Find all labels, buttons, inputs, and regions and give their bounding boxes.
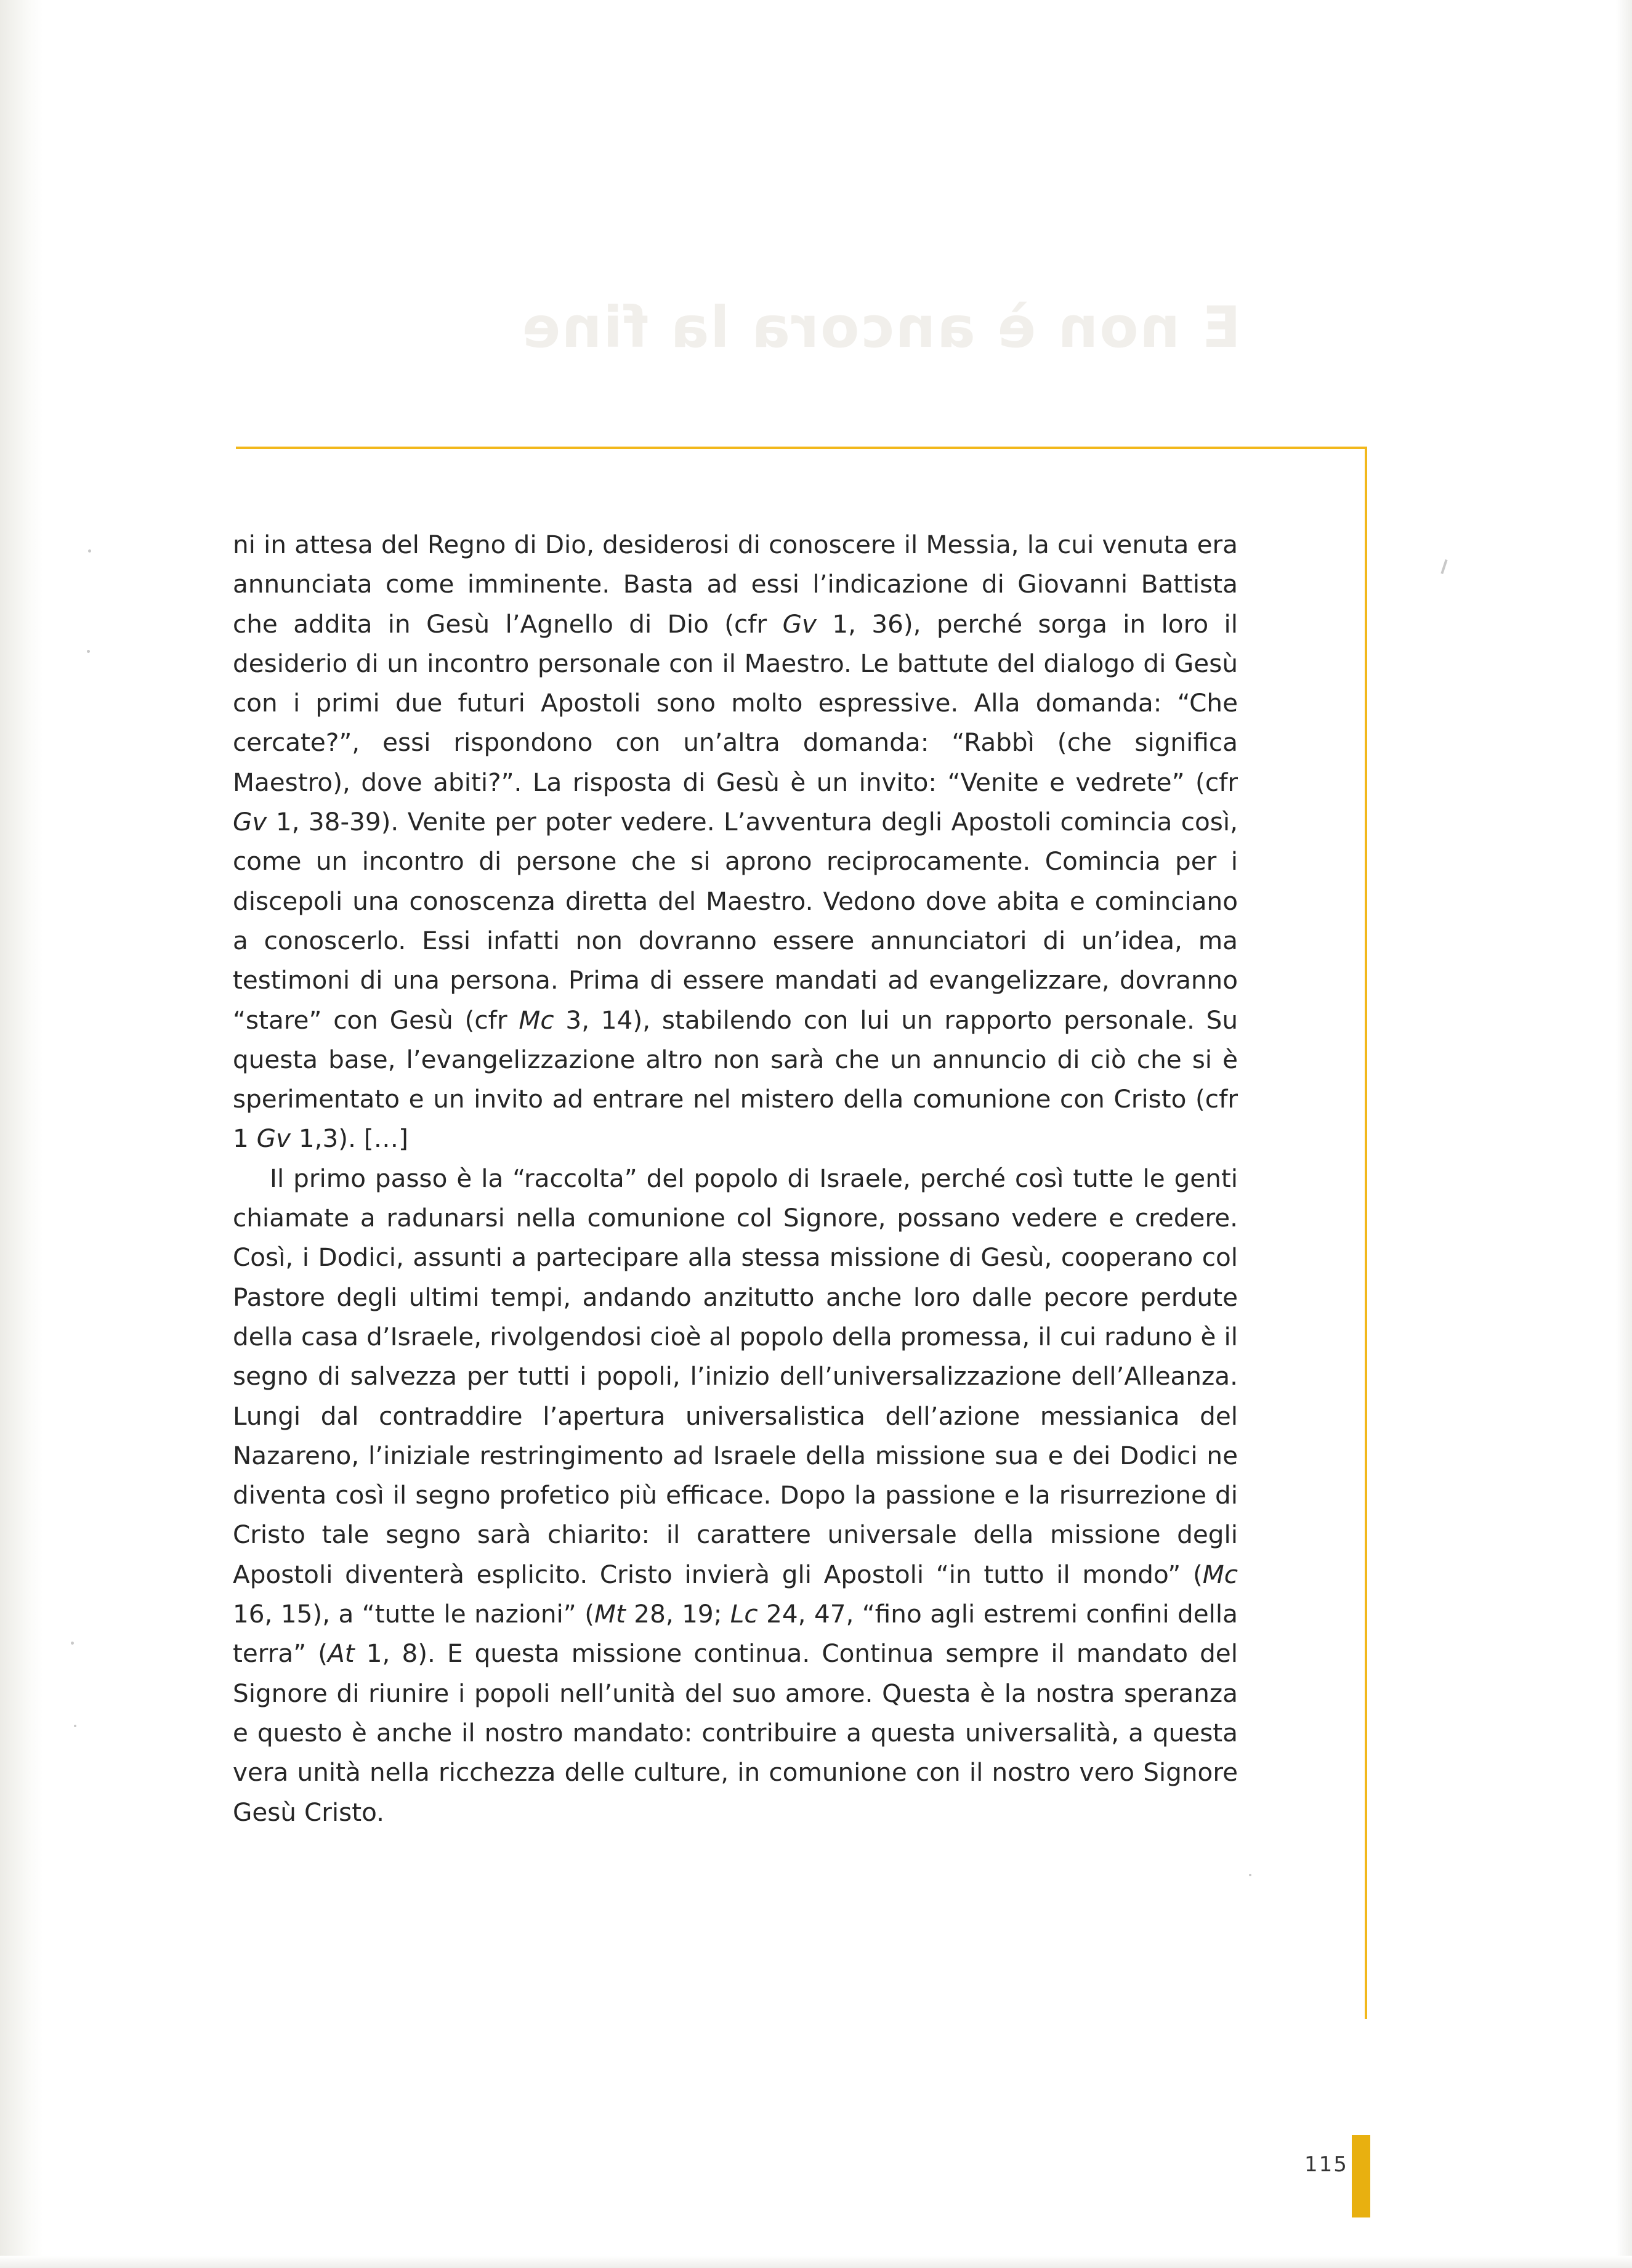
citation-abbrev: Mc — [519, 1005, 554, 1035]
paragraph-2 — [233, 1159, 1238, 1832]
citation-abbrev: Gv — [233, 807, 267, 837]
body-text — [233, 525, 1238, 1832]
scan-speck — [74, 1725, 76, 1727]
scan-speck — [1440, 559, 1447, 574]
text-run: 1,3). […] — [291, 1124, 408, 1154]
page-bottom-edge — [0, 2256, 1632, 2268]
text-run: ni in attesa del Regno di Dio, desiderosi di conoscere il Messia, la cui venuta era annunciata come imminente. Basta ad essi l’indicazione di Giovanni Battista che addita in Gesù l’Agnello di Dio (cfr — [233, 530, 1238, 639]
page-number-tab — [1352, 2135, 1370, 2217]
page-gutter-shadow — [0, 0, 43, 2268]
frame-top-rule — [236, 447, 1367, 449]
bleed-through-title: E non è ancora la fine — [520, 294, 1241, 360]
scan-speck — [1249, 1874, 1251, 1876]
text-run: 16, 15), a “tutte le nazioni” ( — [233, 1599, 595, 1629]
citation-abbrev: At — [328, 1638, 355, 1669]
text-run: 1, 8). E questa missione continua. Continua sempre il mandato del Signore di riunire i popoli nell’unità del suo amore. Questa è la nostra speranza e questo è anche il nostro mandato: contribuire a questa universalità, a questa vera unità nella ricchezza delle culture, in comunione con il nostro vero Signore Gesù Cristo. — [233, 1638, 1238, 1827]
scan-speck — [71, 1642, 74, 1645]
citation-abbrev: Mt — [594, 1599, 626, 1629]
citation-abbrev: Gv — [256, 1124, 291, 1154]
text-run: 1, 36), perché sorga in loro il desiderio di un incontro personale con il Maestro. Le battute del dialogo di Gesù con i primi due futuri Apostoli sono molto espressive. Alla domanda: “Che cercate?”, essi rispondono con un’altra domanda: “Rabbì (che significa Maestro), dove abiti?”. La risposta di Gesù è un invito: “Venite e vedrete” (cfr — [233, 609, 1238, 797]
text-run: 1, 38-39). Venite per poter vedere. L’avventura degli Apostoli comincia così, come un incontro di persone che si aprono reciprocamente. Comincia per i discepoli una conoscenza diretta del Maestro. Vedono dove abita e cominciano a conoscerlo. Essi infatti non dovranno essere annunciatori di un’idea, ma testimoni di una persona. Prima di essere mandati ad evangelizzare, dovranno “stare” con Gesù (cfr — [233, 807, 1238, 1035]
page-number: 115 — [1304, 2152, 1348, 2177]
citation-abbrev: Mc — [1202, 1559, 1238, 1589]
text-run: 24, 47, “fino agli estremi confini della terra” ( — [233, 1599, 1238, 1669]
scan-speck — [87, 650, 90, 653]
text-run: 28, 19; — [625, 1599, 730, 1629]
scan-speck — [88, 549, 91, 553]
text-run: 3, 14), stabilendo con lui un rapporto personale. Su questa base, l’evangelizzazione altro non sarà che un annuncio di ciò che si è sperimentato e un invito ad entrare nel mistero della comunione con Cristo (cfr 1 — [233, 1005, 1238, 1154]
page-right-edge — [1616, 0, 1632, 2268]
frame-right-rule — [1365, 447, 1367, 2019]
citation-abbrev: Gv — [782, 609, 817, 639]
text-run: Il primo passo è la “raccolta” del popolo di Israele, perché così tutte le genti chiamate a radunarsi nella comunione col Signore, possano vedere e credere. Così, i Dodici, assunti a partecipare alla stessa missione di Gesù, cooperano col Pastore degli ultimi tempi, andando anzitutto anche loro dalle pecore perdute della casa d’Israele, rivolgendosi cioè al popolo della promessa, il cui raduno è il segno di salvezza per tutti i popoli, l’inizio dell’universalizzazione dell’Alleanza. Lungi dal contraddire l’apertura universalistica dell’azione messianica del Nazareno, l’iniziale restringimento ad Israele della missione sua e dei Dodici ne diventa così il segno profetico più efficace. Dopo la passione e la risurrezione di Cristo tale segno sarà chiarito: il carattere universale della missione degli Apostoli diventerà esplicito. Cristo invierà gli Apostoli “in tutto il mondo” ( — [233, 1163, 1238, 1589]
citation-abbrev: Lc — [730, 1599, 758, 1629]
paragraph-1 — [233, 525, 1238, 1159]
